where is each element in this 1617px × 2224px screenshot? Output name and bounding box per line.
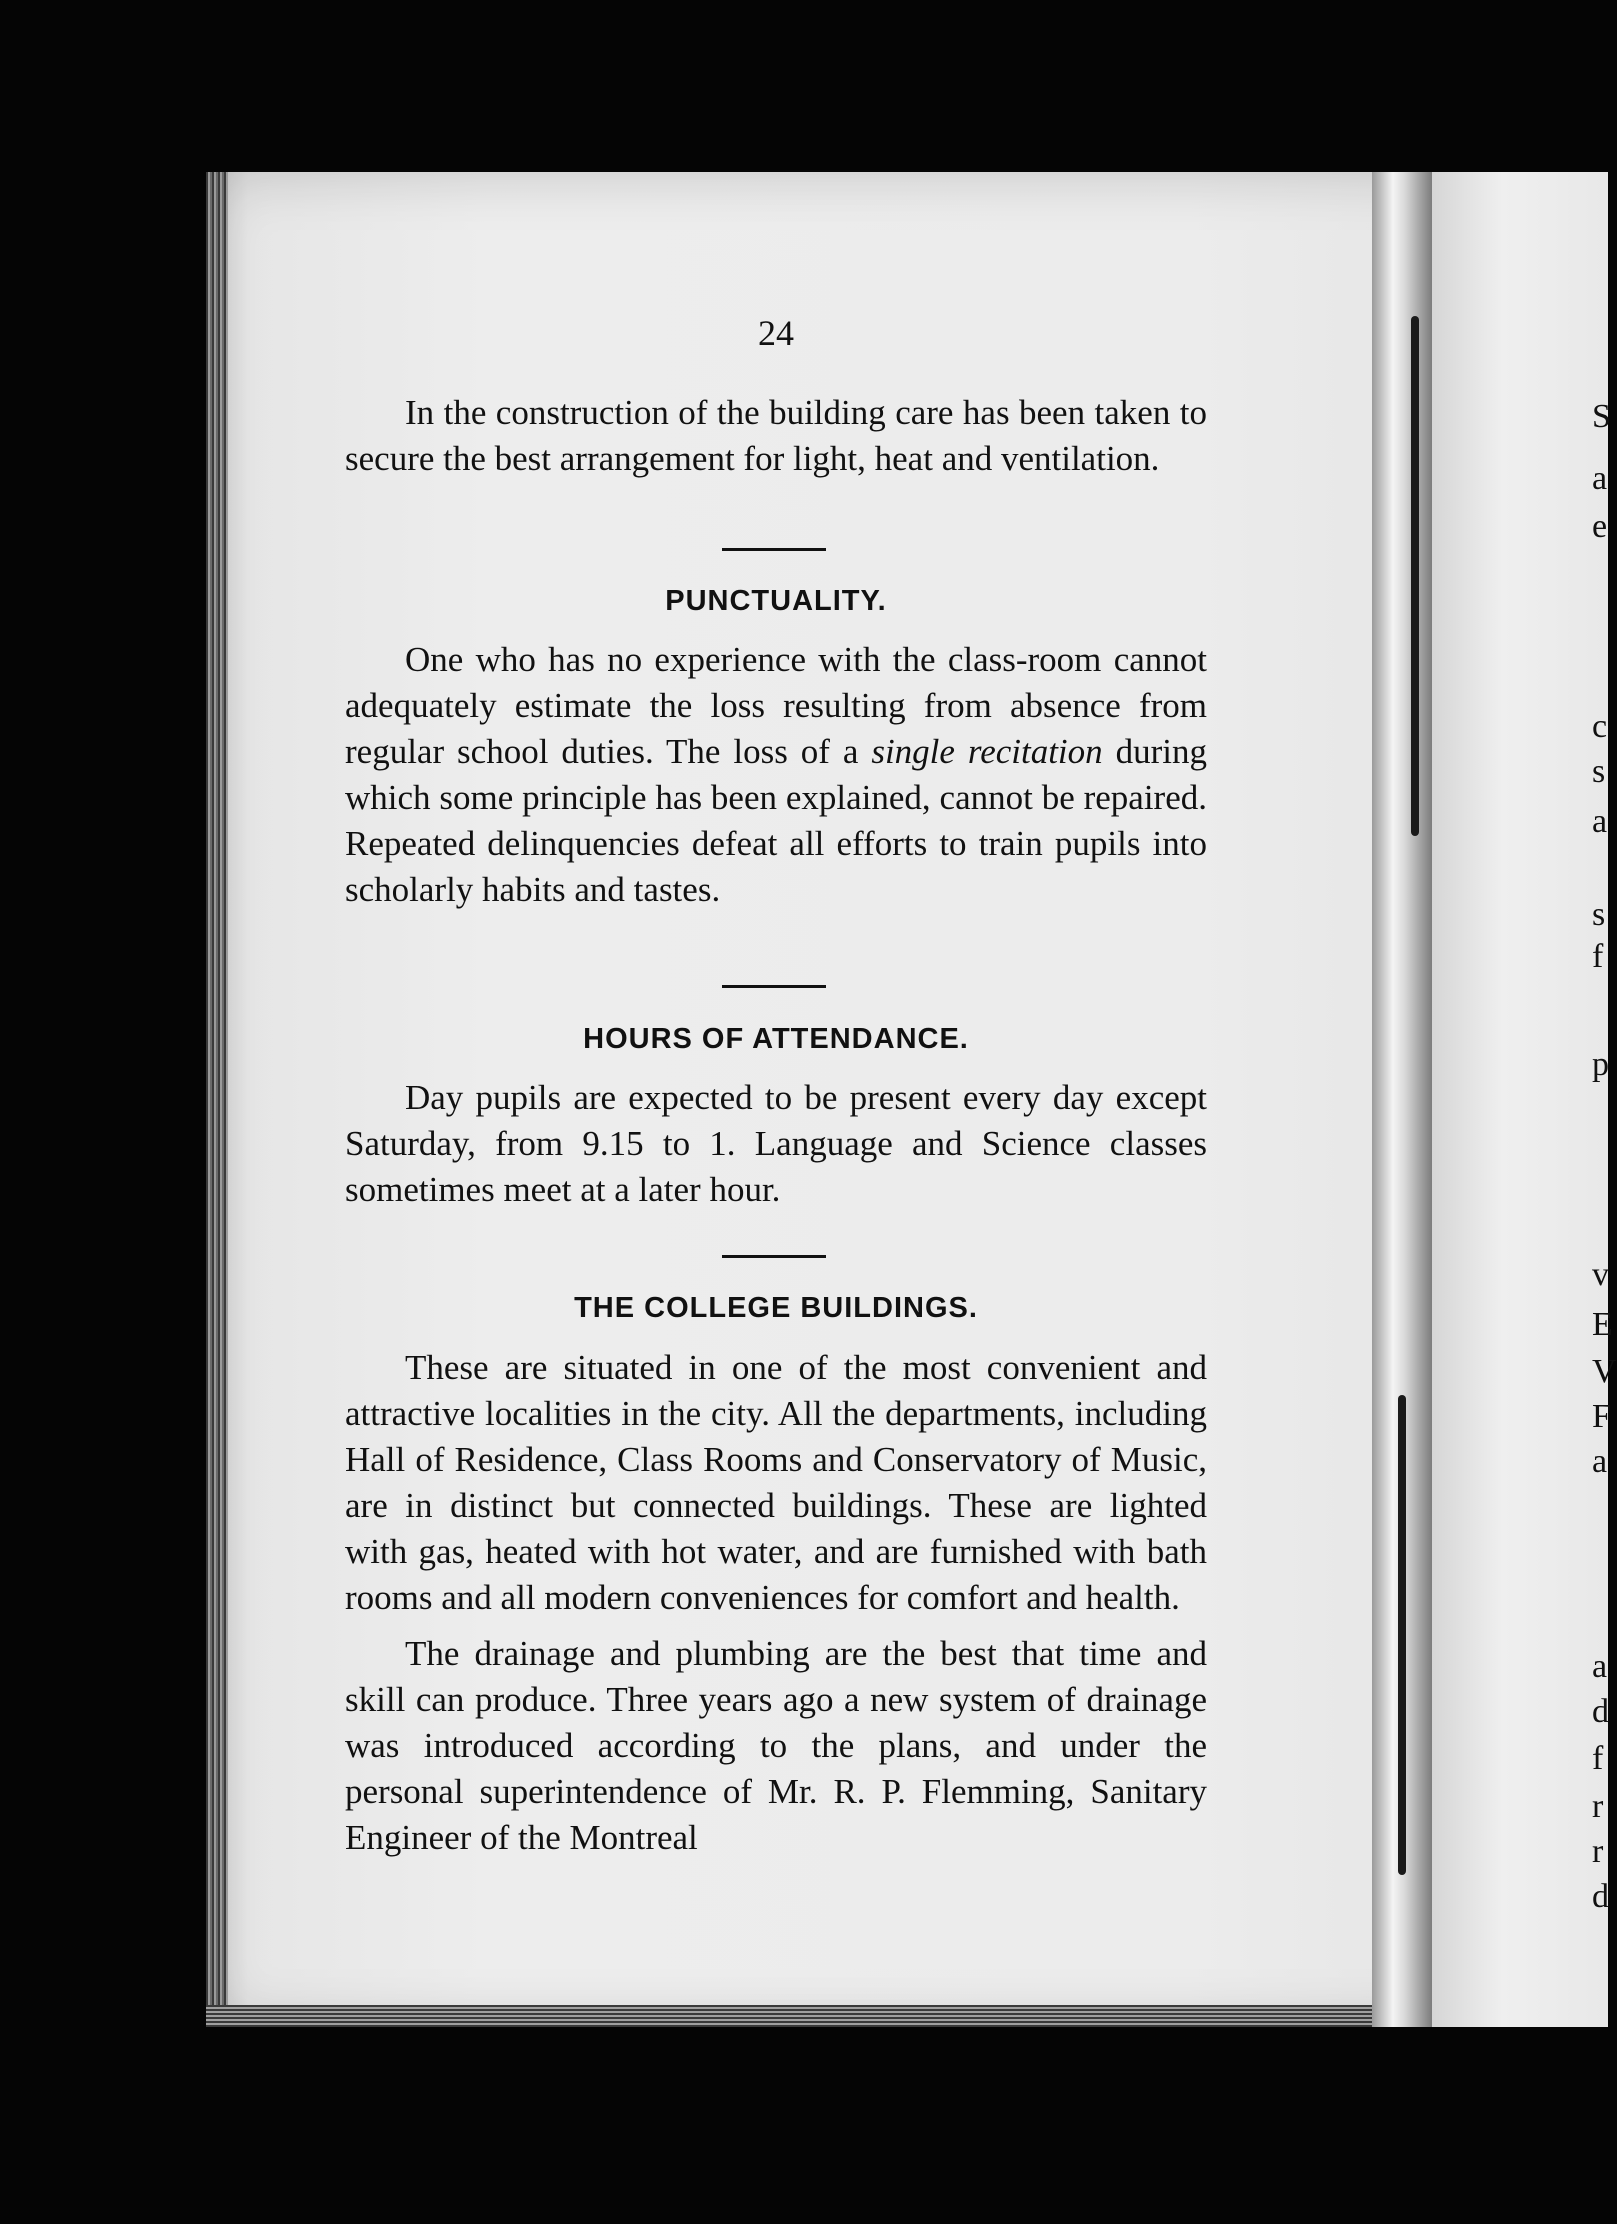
hours-paragraph: Day pupils are expected to be present every day except Saturday, from 9.15 to 1. Language and Science classes sometimes meet at a later hour.: [345, 1078, 1207, 1209]
intro-paragraph: In the construction of the building care has been taken to secure the best arrangement for light, heat and ventilation.: [345, 393, 1207, 478]
buildings-paragraph-1: These are situated in one of the most convenient and attractive localities in the city. All the departments, including Hall of Residence, Class Rooms and Conservatory of Music, are in distinct but connected buildings. These are lighted with gas, heated with hot water, and are furnished with bath rooms and all modern conveniences for comfort and health.: [345, 1348, 1207, 1617]
facing-letter: p: [1592, 1046, 1609, 1083]
heading-punctuality: PUNCTUALITY.: [665, 585, 887, 617]
facing-letter: a: [1592, 1443, 1608, 1480]
page-bottom-edge: [206, 2005, 1396, 2027]
punctuality-block: [345, 637, 1207, 913]
page-edge-stack: [206, 172, 228, 2027]
facing-letter: F: [1592, 1398, 1611, 1435]
punctuality-text-a: One who has no experience with the class-room cannot adequately estimate the loss resulting from absence from regular school duties. The loss of a: [345, 640, 1207, 771]
facing-letter: s: [1592, 896, 1606, 933]
facing-letter: r: [1592, 1833, 1604, 1870]
facing-letter: v: [1592, 1256, 1609, 1293]
facing-letter: f: [1592, 938, 1604, 975]
punctuality-text-b: during which some principle has been explained, cannot be repaired. Repeated delinquencies defeat all efforts to train pupils into scholarly habits and tastes.: [345, 732, 1207, 909]
punctuality-paragraph: [345, 637, 1207, 913]
buildings-block: [345, 1345, 1207, 1861]
facing-letter: s: [1592, 753, 1606, 790]
facing-letter: c: [1592, 708, 1608, 745]
facing-page-edge: [1432, 172, 1608, 2027]
hours-block: [345, 1075, 1207, 1213]
intro-block: [345, 390, 1207, 482]
binding-thread-lower: [1398, 1395, 1406, 1875]
facing-letter: S: [1592, 398, 1611, 435]
facing-letter: f: [1592, 1740, 1604, 1777]
facing-letter: d: [1592, 1693, 1609, 1730]
facing-letter: E: [1592, 1306, 1613, 1343]
facing-letter: r: [1592, 1788, 1604, 1825]
section-divider: [722, 548, 826, 551]
facing-letter: e: [1592, 508, 1608, 545]
facing-letter: a: [1592, 1648, 1608, 1685]
section-divider: [722, 1255, 826, 1258]
binding-thread-upper: [1411, 316, 1419, 836]
heading-buildings: THE COLLEGE BUILDINGS.: [574, 1292, 978, 1324]
section-divider: [722, 985, 826, 988]
page-number: 24: [758, 313, 794, 353]
buildings-paragraph-2: The drainage and plumbing are the best that time and skill can produce. Three years ago a new system of drainage was introduced according to the plans, and under the personal superintendence of Mr. R. P. Flemming, Sanitary Engineer of the Montreal: [345, 1634, 1207, 1857]
facing-letter: a: [1592, 803, 1608, 840]
facing-letter: V: [1592, 1353, 1617, 1390]
facing-letter: a: [1592, 460, 1608, 497]
punctuality-emphasis: single recitation: [871, 732, 1103, 771]
heading-hours: HOURS OF ATTENDANCE.: [583, 1023, 969, 1055]
facing-letter: d: [1592, 1878, 1609, 1915]
